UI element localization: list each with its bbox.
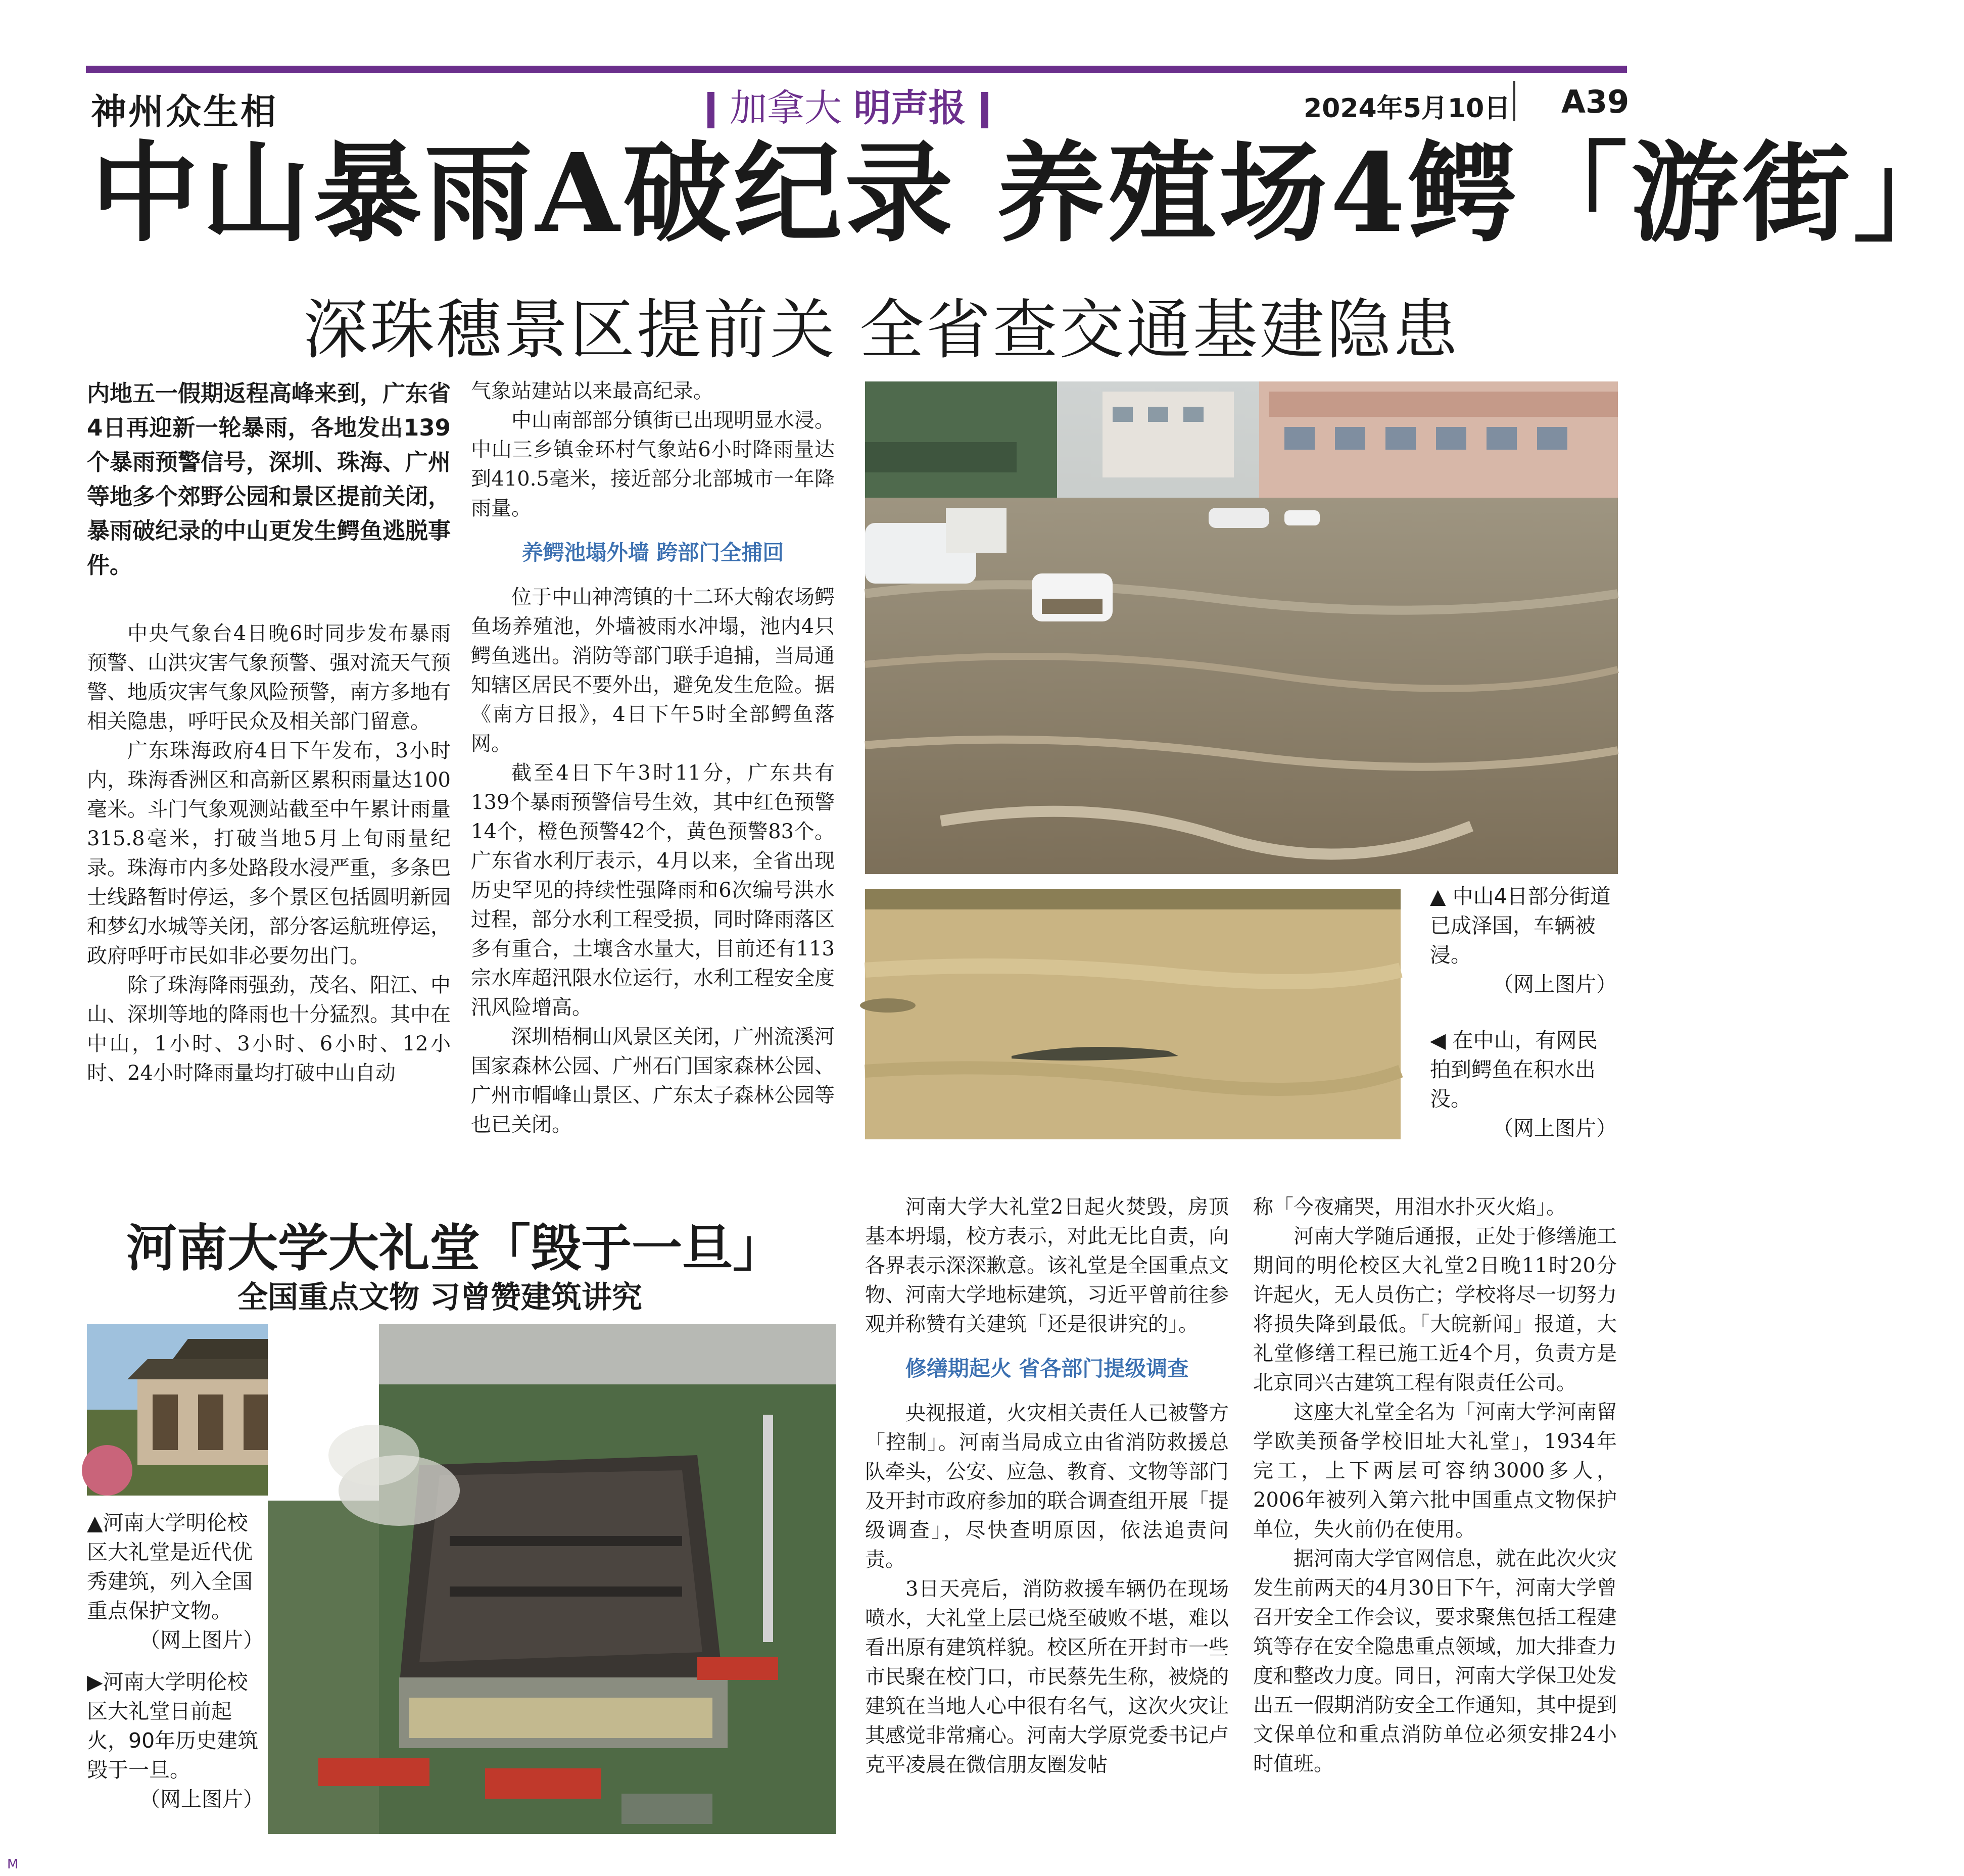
second-story-title: 河南大学大礼堂「毁于一旦」 xyxy=(126,1219,783,1278)
paragraph: 除了珠海降雨强劲，茂名、阳江、中山、深圳等地的降雨也十分猛烈。其中在中山，1小时、3小时、6小时、12小时、24小时降雨量均打破中山自动 xyxy=(87,974,451,1085)
lead-column-2 xyxy=(471,376,835,1139)
caption-text: 河南大学明伦校区大礼堂是近代优秀建筑，列入全国重点保护文物。 xyxy=(87,1511,253,1623)
paragraph: 中央气象台4日晚6时同步发布暴雨预警、山洪灾害气象预警、强对流天气预警、地质灾害气象风险预警，南方多地有相关隐患，呼吁民众及相关部门留意。 xyxy=(87,622,451,733)
header-divider xyxy=(1513,81,1515,121)
lead-column-1 xyxy=(87,619,451,1088)
paragraph: 这座大礼堂全名为「河南大学河南留学欧美预备学校旧址大礼堂」，1934年完工，上下两层可容纳3000多人，2006年被列入第六批中国重点文物保护单位，失火前仍在使用。 xyxy=(1253,1401,1617,1541)
paragraph: 位于中山神湾镇的十二环大翰农场鳄鱼场养殖池，外墙被雨水冲塌，池内4只鳄鱼逃出。消防等部门联手追捕，当局通知辖区居民不要外出，避免发生危险。据《南方日报》，4日下午5时全部鳄鱼落网。 xyxy=(471,586,835,755)
caption-credit: （网上图片） xyxy=(139,1787,264,1811)
masthead-paper: 明声报 xyxy=(853,86,966,130)
caption-text: 河南大学明伦校区大礼堂日前起火，90年历史建筑毁于一旦。 xyxy=(87,1670,259,1782)
crocodile-caption xyxy=(1430,1026,1617,1143)
paragraph: 3日天亮后，消防救援车辆仍在现场喷水，大礼堂上层已烧至破败不堪，难以看出原有建筑样貌。校区所在开封市一些市民聚在校门口，市民蔡先生称，被烧的建筑在当地人心中很有名气，这次火灾让其感觉非常痛心。河南大学原党委书记卢克平凌晨在微信朋友圈发帖 xyxy=(865,1577,1229,1776)
header-rule xyxy=(86,66,1627,73)
paragraph: 气象站建站以来最高纪录。 xyxy=(471,379,713,403)
left-arrow-icon: ◀ xyxy=(1430,1028,1446,1052)
lead-subheadline: 深珠穗景区提前关 全省查交通基建隐患 xyxy=(303,293,1460,368)
second-story-subhead: 修缮期起火 省各部门提级调查 xyxy=(905,1356,1189,1381)
lead-headline: 中山暴雨A破纪录 养殖场4鳄「游街」 xyxy=(91,130,1964,257)
flood-caption xyxy=(1430,882,1617,999)
paragraph: 截至4日下午3时11分，广东共有139个暴雨预警信号生效，其中红色预警14个，橙色预警42个，黄色预警83个。广东省水利厅表示，4月以来，全省出现历史罕见的持续性强降雨和6次编号洪水过程，部分水利工程受损，同时降雨落区多有重合，土壤含水量大，目前还有113宗水库超汛限水位运行，水利工程安全度汛风险增高。 xyxy=(471,761,835,1019)
caption-credit: （网上图片） xyxy=(1493,1116,1617,1140)
caption-credit: （网上图片） xyxy=(1493,972,1617,996)
masthead-bar-left xyxy=(707,92,714,128)
corner-mark: M xyxy=(7,1857,19,1872)
fire-caption xyxy=(87,1667,264,1814)
paragraph: 河南大学随后通报，正处于修缮施工期间的明伦校区大礼堂2日晚11时20分许起火，无人员伤亡；学校将尽一切努力将损失降到最低。「大皖新闻」报道，大礼堂修缮工程已施工近4个月，负责方是北京同兴古建筑工程有限责任公司。 xyxy=(1253,1225,1617,1394)
auditorium-caption xyxy=(87,1508,264,1655)
paragraph: 称「今夜痛哭，用泪水扑灭火焰」。 xyxy=(1253,1195,1566,1219)
publication-date: 2024年5月10日 xyxy=(1304,93,1511,124)
second-story-column-b xyxy=(1253,1192,1617,1778)
caption-credit: （网上图片） xyxy=(139,1628,264,1652)
paragraph: 央视报道，火灾相关责任人已被警方「控制」。河南当局成立由省消防救援总队牵头，公安、应急、教育、文物等部门及开封市政府参加的联合调查组开展「提级调查」，尽快查明原因，依法追责问责。 xyxy=(865,1402,1229,1571)
up-arrow-icon: ▲ xyxy=(1430,884,1446,908)
lead-lede: 内地五一假期返程高峰来到，广东省4日再迎新一轮暴雨，各地发出139个暴雨预警信号，深圳、珠海、广州等地多个郊野公园和景区提前关闭，暴雨破纪录的中山更发生鳄鱼逃脱事件。 xyxy=(87,380,451,579)
paragraph: 深圳梧桐山风景区关闭，广州流溪河国家森林公园、广州石门国家森林公园、广州市帽峰山景区、广东太子森林公园等也已关闭。 xyxy=(471,1025,835,1136)
paragraph: 广东珠海政府4日下午发布，3小时内，珠海香洲区和高新区累积雨量达100毫米。斗门气象观测站截至中午累计雨量315.8毫米，打破当地5月上旬雨量纪录。珠海市内多处路段水浸严重，多条巴士线路暂时停运，多个景区包括圆明新园和梦幻水城等关闭，部分客运航班停运，政府呼吁市民如非必要勿出门。 xyxy=(87,739,451,968)
lead-subhead: 养鳄池塌外墙 跨部门全捕回 xyxy=(521,540,784,565)
section-name: 神州众生相 xyxy=(91,91,278,132)
masthead-bar-right xyxy=(981,92,988,128)
paragraph: 中山南部部分镇街已出现明显水浸。中山三乡镇金环村气象站6小时降雨量达到410.5毫米，接近部分北部城市一年降雨量。 xyxy=(471,409,835,520)
caption-text: 中山4日部分街道已成泽国，车辆被浸。 xyxy=(1430,884,1611,967)
right-arrow-icon: ▶ xyxy=(87,1670,103,1694)
paragraph: 据河南大学官网信息，就在此次火灾发生前两天的4月30日下午，河南大学曾召开安全工作会议，要求聚焦包括工程建筑等存在安全隐患重点领域，加大排查力度和整改力度。同日，河南大学保卫处发出五一假期消防安全工作通知，其中提到文保单位和重点消防单位必须安排24小时值班。 xyxy=(1253,1547,1617,1775)
masthead xyxy=(692,78,1003,132)
flood-street-photo xyxy=(865,381,1618,874)
caption-text: 在中山，有网民拍到鳄鱼在积水出没。 xyxy=(1430,1028,1598,1111)
crocodile-water-photo xyxy=(865,889,1401,1139)
second-story-subtitle: 全国重点文物 习曾赞建筑讲究 xyxy=(237,1280,642,1315)
fire-aerial-photo xyxy=(268,1324,836,1834)
up-arrow-icon: ▲ xyxy=(87,1511,103,1535)
second-story-column-a xyxy=(865,1192,1229,1779)
page-number: A39 xyxy=(1561,83,1630,120)
paragraph: 河南大学大礼堂2日起火焚毁，房顶基本坍塌，校方表示，对此无比自责，向各界表示深深歉意。该礼堂是全国重点文物、河南大学地标建筑，习近平曾前往参观并称赞有关建筑「还是很讲究的」。 xyxy=(865,1195,1229,1336)
masthead-country: 加拿大 xyxy=(730,86,842,130)
